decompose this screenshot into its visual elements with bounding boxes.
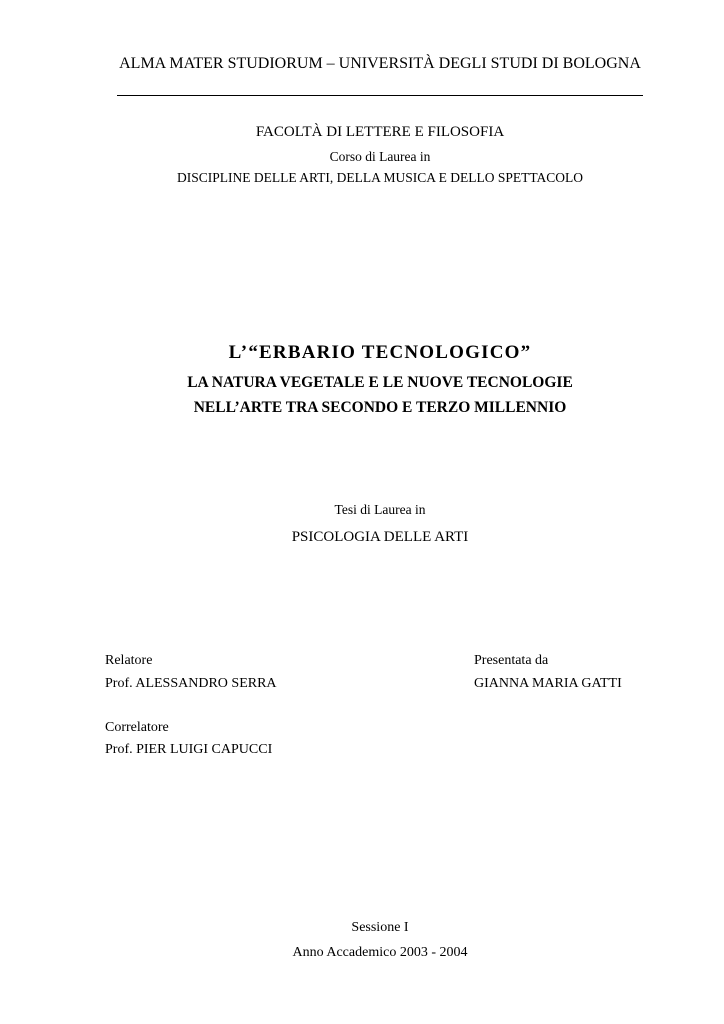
session: Sessione I	[351, 920, 409, 935]
university-name: ALMA MATER STUDIORUM – UNIVERSITÀ DEGLI STUDI DI BOLOGNA	[119, 55, 641, 72]
course-name: DISCIPLINE DELLE ARTI, DELLA MUSICA E DELLO SPETTACOLO	[176, 170, 584, 185]
thesis-subtitle-line2: NELL’ARTE TRA SECONDO E TERZO MILLENNIO	[193, 399, 567, 416]
thesis-title: L’“ERBARIO TECNOLOGICO”	[228, 342, 532, 363]
header-divider	[117, 95, 643, 96]
presentata-name: GIANNA MARIA GATTI	[474, 676, 622, 691]
thesis-type-label: Tesi di Laurea in	[334, 502, 426, 517]
course-label: Corso di Laurea in	[329, 149, 431, 164]
correlatore-name: Prof. PIER LUIGI CAPUCCI	[105, 742, 273, 757]
relatore-name: Prof. ALESSANDRO SERRA	[105, 676, 277, 691]
relatore-label: Relatore	[105, 653, 153, 668]
thesis-subtitle-line1: LA NATURA VEGETALE E LE NUOVE TECNOLOGIE	[187, 374, 573, 391]
faculty-name: FACOLTÀ DI LETTERE E FILOSOFIA	[255, 124, 505, 140]
correlatore-label: Correlatore	[105, 720, 169, 735]
academic-year: Anno Accademico 2003 - 2004	[292, 945, 468, 960]
presentata-label: Presentata da	[474, 653, 549, 668]
thesis-subject: PSICOLOGIA DELLE ARTI	[291, 529, 469, 545]
